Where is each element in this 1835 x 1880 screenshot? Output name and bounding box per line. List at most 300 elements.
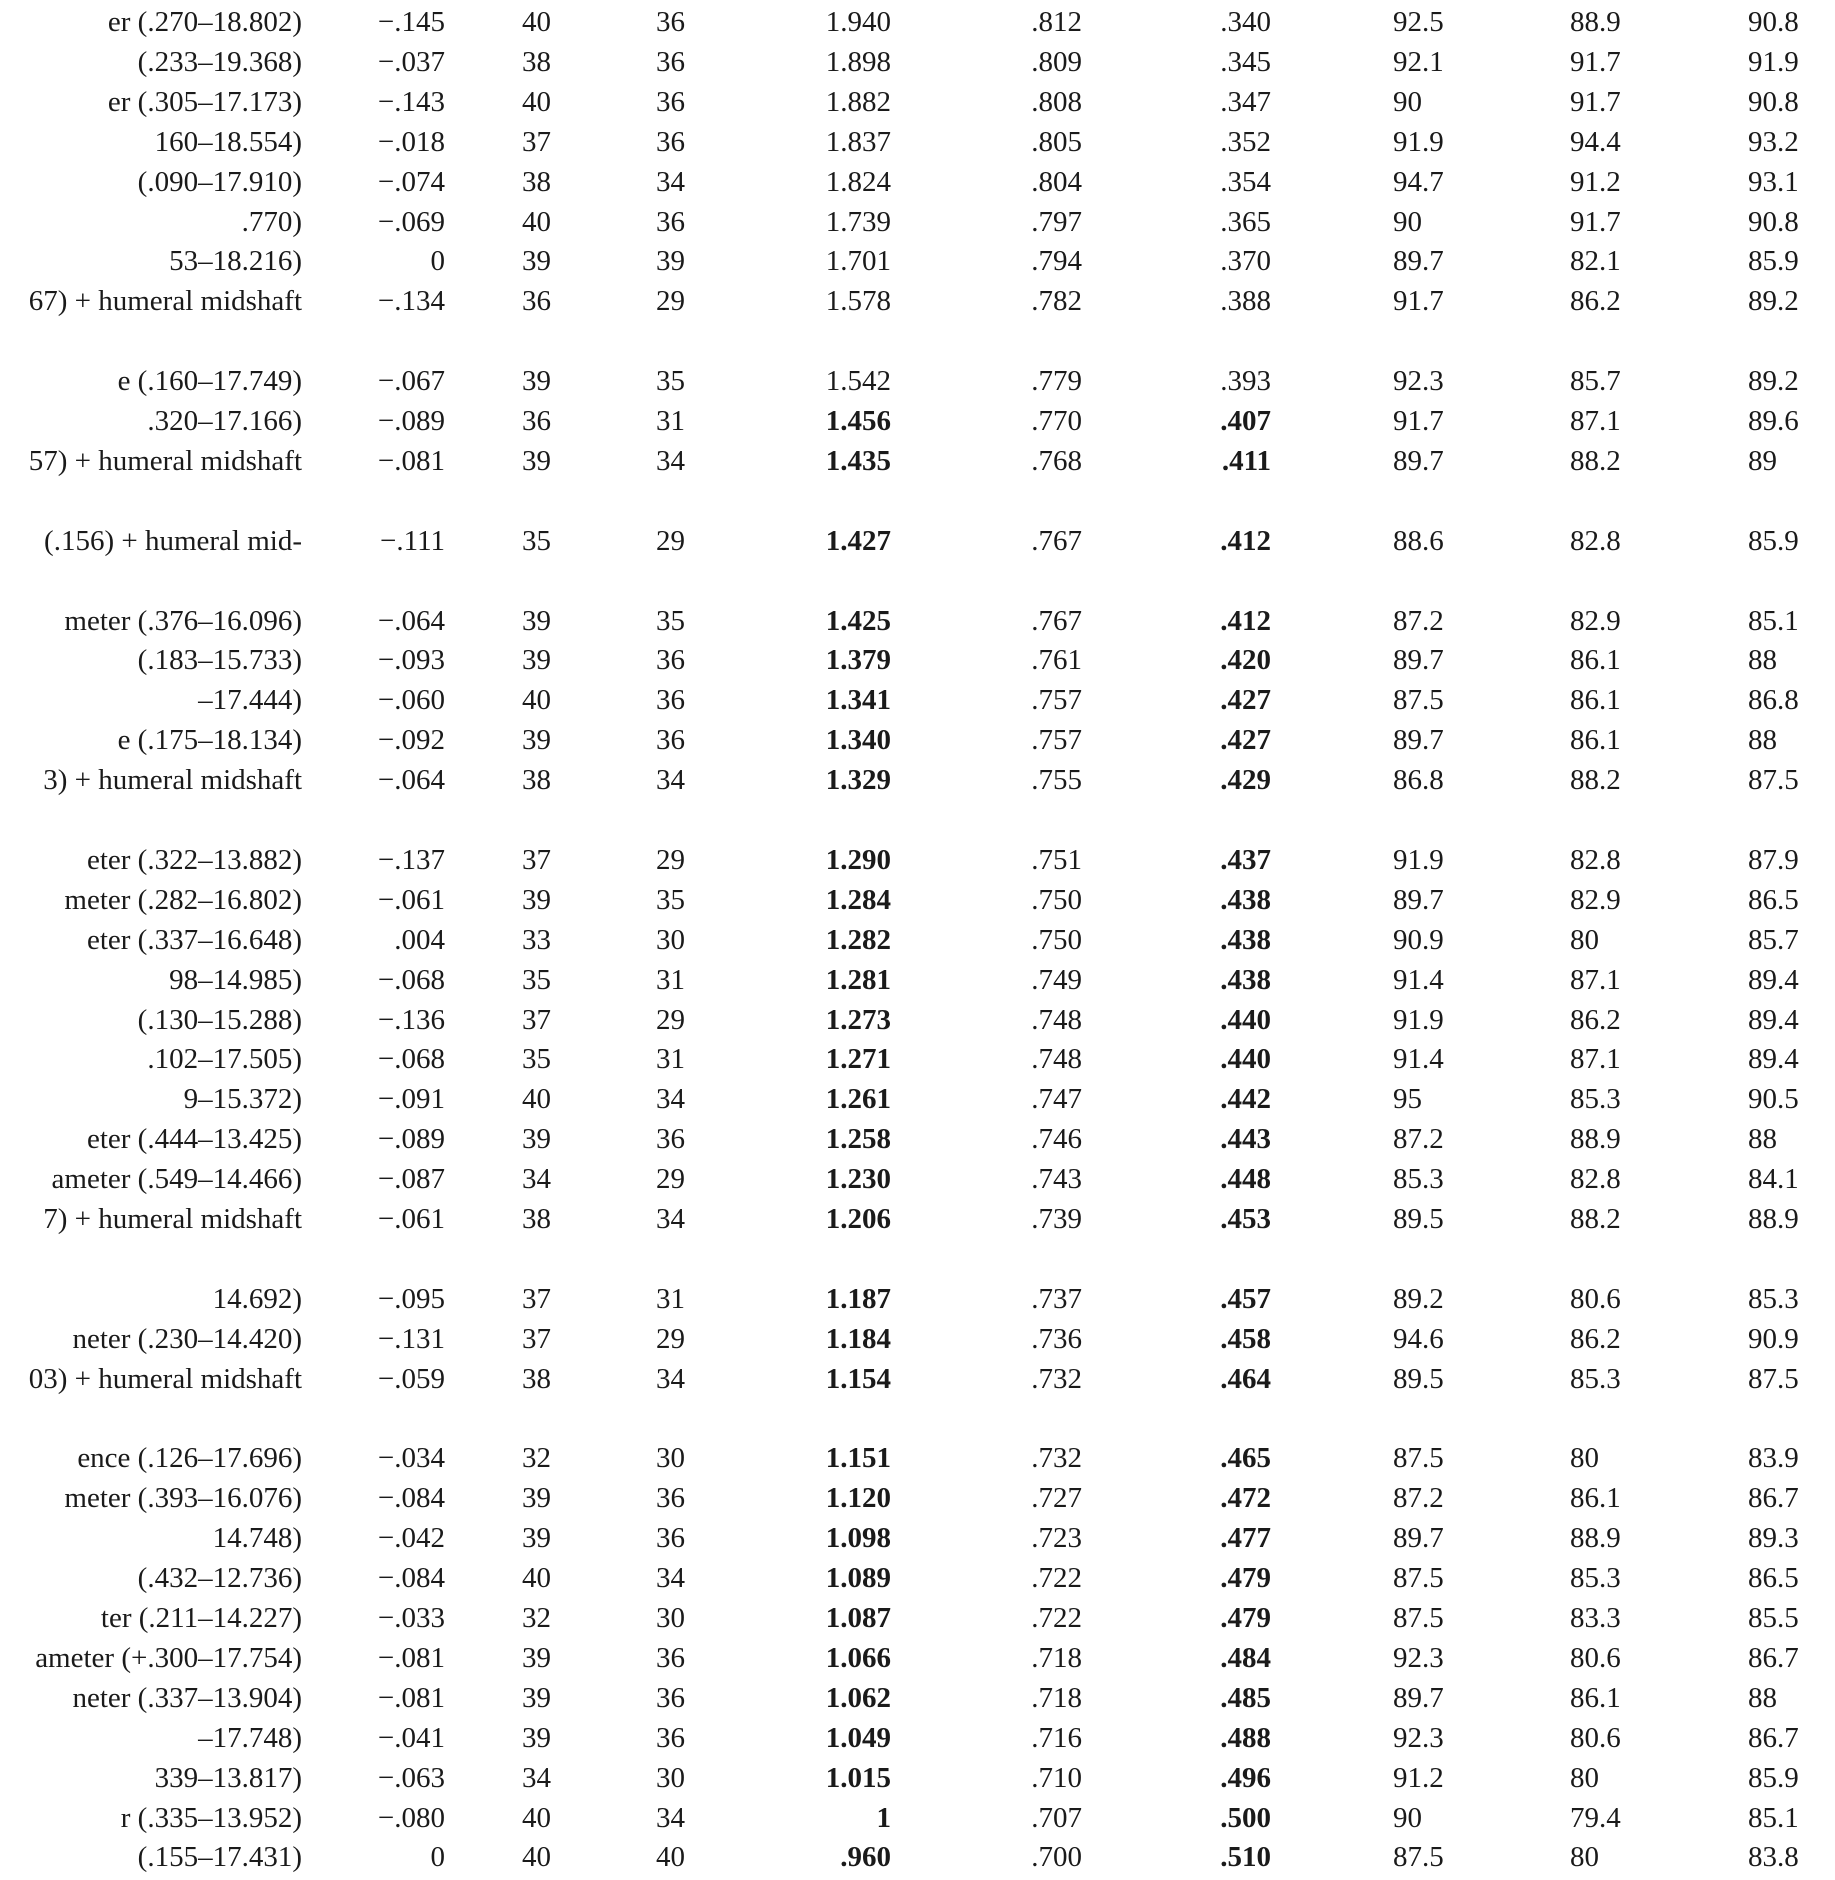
n-group2-cell: 36 bbox=[656, 1681, 685, 1714]
p2-cell: .352 bbox=[1220, 125, 1271, 158]
variable-label: meter (.376–16.096) bbox=[64, 604, 302, 637]
variable-label: meter (.282–16.802) bbox=[64, 883, 302, 916]
variable-cell bbox=[0, 1039, 302, 1079]
n-group1-cell: 34 bbox=[522, 1163, 551, 1196]
accuracy-group2-cell: 91.7 bbox=[1570, 205, 1621, 238]
variable-cell bbox=[0, 241, 302, 281]
variable-label: (.183–15.733) bbox=[137, 644, 302, 677]
accuracy-total-cell: 90.9 bbox=[1748, 1322, 1799, 1355]
accuracy-total-cell: 86.5 bbox=[1748, 883, 1799, 916]
n-group2-cell: 31 bbox=[656, 1282, 685, 1315]
p1-cell: .750 bbox=[1031, 923, 1082, 956]
accuracy-group1-cell: 91.9 bbox=[1393, 125, 1444, 158]
n-group2-cell: 36 bbox=[656, 45, 685, 78]
variable-label: (.155–17.431) bbox=[137, 1841, 302, 1874]
d-value-cell: .960 bbox=[840, 1841, 891, 1874]
accuracy-group1-cell: 91.2 bbox=[1393, 1761, 1444, 1794]
accuracy-group2-cell: 86.2 bbox=[1570, 1003, 1621, 1036]
d-value-cell: 1.015 bbox=[825, 1761, 891, 1794]
p1-cell: .748 bbox=[1031, 1043, 1082, 1076]
p1-cell: .809 bbox=[1031, 45, 1082, 78]
accuracy-group2-cell: 80.6 bbox=[1570, 1282, 1621, 1315]
p2-cell: .388 bbox=[1220, 285, 1271, 318]
accuracy-group2-cell: 91.7 bbox=[1570, 45, 1621, 78]
p2-cell: .412 bbox=[1220, 524, 1271, 557]
p2-cell: .438 bbox=[1220, 963, 1271, 996]
table-row bbox=[0, 1000, 1835, 1040]
table-row bbox=[0, 720, 1835, 760]
p2-cell: .393 bbox=[1220, 365, 1271, 398]
n-group1-cell: 36 bbox=[522, 285, 551, 318]
table-row bbox=[0, 1359, 1835, 1399]
table-row bbox=[0, 1438, 1835, 1478]
accuracy-group2-cell: 82.9 bbox=[1570, 604, 1621, 637]
variable-label: eter (.444–13.425) bbox=[86, 1123, 302, 1156]
accuracy-group1-cell: 94.6 bbox=[1393, 1322, 1444, 1355]
variable-cell bbox=[0, 1758, 302, 1798]
accuracy-total-cell: 90.8 bbox=[1748, 85, 1799, 118]
variable-cell bbox=[0, 162, 302, 202]
variable-cell bbox=[0, 1718, 302, 1758]
accuracy-group1-cell: 89.7 bbox=[1393, 245, 1444, 278]
n-group2-cell: 31 bbox=[656, 405, 685, 437]
variable-label: .102–17.505) bbox=[147, 1043, 302, 1076]
p1-cell: .794 bbox=[1031, 245, 1082, 278]
d-value-cell: 1.184 bbox=[825, 1322, 891, 1355]
accuracy-total-cell: 89.4 bbox=[1748, 963, 1799, 996]
accuracy-group2-cell: 91.7 bbox=[1570, 85, 1621, 118]
variable-label: ence (.126–17.696) bbox=[77, 1442, 302, 1475]
d-value-cell: 1.089 bbox=[825, 1562, 891, 1595]
table-row bbox=[0, 1279, 1835, 1319]
accuracy-total-cell: 89.4 bbox=[1748, 1003, 1799, 1036]
n-group1-cell: 33 bbox=[522, 923, 551, 956]
p1-cell: .767 bbox=[1031, 604, 1082, 637]
variable-cell bbox=[0, 441, 302, 481]
n-group2-cell: 36 bbox=[656, 1641, 685, 1674]
n-group1-cell: 37 bbox=[522, 1282, 551, 1315]
n-group1-cell: 40 bbox=[522, 205, 551, 238]
n-group2-cell: 29 bbox=[656, 1163, 685, 1196]
d-value-cell: 1.187 bbox=[825, 1282, 891, 1315]
n-group1-cell: 39 bbox=[522, 1641, 551, 1674]
p1-cell: .736 bbox=[1031, 1322, 1082, 1355]
d-value-cell: 1.098 bbox=[825, 1522, 891, 1555]
table-row bbox=[0, 1478, 1835, 1518]
accuracy-group2-cell: 80 bbox=[1570, 1841, 1599, 1874]
coefficient-cell: −.041 bbox=[377, 1721, 445, 1754]
variable-cell bbox=[0, 1638, 302, 1678]
accuracy-group1-cell: 92.1 bbox=[1393, 45, 1444, 78]
p2-cell: .427 bbox=[1220, 684, 1271, 717]
p1-cell: .767 bbox=[1031, 524, 1082, 557]
variable-label: 14.748) bbox=[212, 1522, 302, 1555]
accuracy-group2-cell: 82.9 bbox=[1570, 883, 1621, 916]
coefficient-cell: −.068 bbox=[377, 963, 445, 996]
table-row bbox=[0, 162, 1835, 202]
p1-cell: .739 bbox=[1031, 1203, 1082, 1235]
p1-cell: .770 bbox=[1031, 405, 1082, 437]
n-group1-cell: 40 bbox=[522, 1801, 551, 1834]
n-group2-cell: 34 bbox=[656, 1562, 685, 1595]
d-value-cell: 1.379 bbox=[825, 644, 891, 677]
p1-cell: .750 bbox=[1031, 883, 1082, 916]
table-row bbox=[0, 42, 1835, 82]
accuracy-group2-cell: 88.9 bbox=[1570, 6, 1621, 38]
coefficient-cell: −.037 bbox=[377, 45, 445, 78]
n-group2-cell: 30 bbox=[656, 1761, 685, 1794]
n-group1-cell: 36 bbox=[522, 405, 551, 437]
variable-cell bbox=[0, 281, 302, 321]
accuracy-total-cell: 83.9 bbox=[1748, 1442, 1799, 1475]
variable-cell bbox=[0, 1000, 302, 1040]
coefficient-cell: −.064 bbox=[377, 604, 445, 637]
p1-cell: .700 bbox=[1031, 1841, 1082, 1874]
p2-cell: .347 bbox=[1220, 85, 1271, 118]
p2-cell: .345 bbox=[1220, 45, 1271, 78]
d-value-cell: 1.049 bbox=[825, 1721, 891, 1754]
table-row bbox=[0, 1319, 1835, 1359]
n-group2-cell: 29 bbox=[656, 524, 685, 557]
p2-cell: .496 bbox=[1220, 1761, 1271, 1794]
n-group1-cell: 39 bbox=[522, 1721, 551, 1754]
p2-cell: .453 bbox=[1220, 1203, 1271, 1235]
p2-cell: .438 bbox=[1220, 883, 1271, 916]
table-row bbox=[0, 401, 1835, 441]
variable-label: e (.160–17.749) bbox=[117, 365, 302, 398]
variable-cell bbox=[0, 122, 302, 162]
coefficient-cell: −.093 bbox=[377, 644, 445, 677]
table-row bbox=[0, 1199, 1835, 1239]
n-group1-cell: 37 bbox=[522, 1322, 551, 1355]
accuracy-group1-cell: 87.5 bbox=[1393, 1562, 1444, 1595]
n-group1-cell: 38 bbox=[522, 1362, 551, 1395]
accuracy-group2-cell: 86.2 bbox=[1570, 285, 1621, 318]
p1-cell: .804 bbox=[1031, 165, 1082, 198]
accuracy-group2-cell: 87.1 bbox=[1570, 963, 1621, 996]
variable-label: r (.335–13.952) bbox=[120, 1801, 302, 1834]
variable-cell bbox=[0, 920, 302, 960]
accuracy-group2-cell: 88.2 bbox=[1570, 1203, 1621, 1235]
coefficient-cell: −.074 bbox=[377, 165, 445, 198]
coefficient-cell: −.018 bbox=[377, 125, 445, 158]
accuracy-total-cell: 86.7 bbox=[1748, 1482, 1799, 1515]
p1-cell: .755 bbox=[1031, 764, 1082, 797]
accuracy-group1-cell: 89.5 bbox=[1393, 1203, 1444, 1235]
variable-cell bbox=[0, 361, 302, 401]
coefficient-cell: −.069 bbox=[377, 205, 445, 238]
n-group1-cell: 39 bbox=[522, 1681, 551, 1714]
accuracy-group1-cell: 89.5 bbox=[1393, 1362, 1444, 1395]
coefficient-cell: −.067 bbox=[377, 365, 445, 398]
p1-cell: .743 bbox=[1031, 1163, 1082, 1196]
d-value-cell: 1.271 bbox=[825, 1043, 891, 1076]
coefficient-cell: −.061 bbox=[377, 1203, 445, 1235]
accuracy-group1-cell: 88.6 bbox=[1393, 524, 1444, 557]
variable-cell bbox=[0, 880, 302, 920]
accuracy-total-cell: 85.1 bbox=[1748, 1801, 1799, 1834]
table-row bbox=[0, 281, 1835, 321]
variable-cell bbox=[0, 640, 302, 680]
coefficient-cell: −.084 bbox=[377, 1562, 445, 1595]
accuracy-group2-cell: 91.2 bbox=[1570, 165, 1621, 198]
accuracy-total-cell: 91.9 bbox=[1748, 45, 1799, 78]
accuracy-group2-cell: 85.3 bbox=[1570, 1562, 1621, 1595]
p1-cell: .746 bbox=[1031, 1123, 1082, 1156]
n-group1-cell: 39 bbox=[522, 1482, 551, 1515]
p1-cell: .716 bbox=[1031, 1721, 1082, 1754]
d-value-cell: 1.425 bbox=[825, 604, 891, 637]
coefficient-cell: −.089 bbox=[377, 1123, 445, 1156]
accuracy-group1-cell: 89.7 bbox=[1393, 883, 1444, 916]
table-row bbox=[0, 1159, 1835, 1199]
accuracy-group2-cell: 82.1 bbox=[1570, 245, 1621, 278]
accuracy-group1-cell: 87.5 bbox=[1393, 1841, 1444, 1874]
p2-cell: .407 bbox=[1220, 405, 1271, 437]
table-row bbox=[0, 1039, 1835, 1079]
p1-cell: .737 bbox=[1031, 1282, 1082, 1315]
n-group1-cell: 38 bbox=[522, 1203, 551, 1235]
variable-label: 14.692) bbox=[212, 1282, 302, 1315]
accuracy-total-cell: 90.5 bbox=[1748, 1083, 1799, 1116]
coefficient-cell: −.042 bbox=[377, 1522, 445, 1555]
table-row bbox=[0, 1079, 1835, 1119]
p2-cell: .420 bbox=[1220, 644, 1271, 677]
n-group2-cell: 30 bbox=[656, 1602, 685, 1634]
variable-cell bbox=[0, 1279, 302, 1319]
variable-label: neter (.337–13.904) bbox=[72, 1681, 302, 1714]
variable-cell bbox=[0, 1598, 302, 1638]
coefficient-cell: −.084 bbox=[377, 1482, 445, 1515]
variable-cell bbox=[0, 521, 302, 561]
p1-cell: .732 bbox=[1031, 1362, 1082, 1395]
d-value-cell: 1.206 bbox=[825, 1203, 891, 1235]
accuracy-group1-cell: 95 bbox=[1393, 1083, 1422, 1116]
p1-cell: .727 bbox=[1031, 1482, 1082, 1515]
d-value-cell: 1 bbox=[876, 1801, 891, 1834]
coefficient-cell: −.089 bbox=[377, 405, 445, 437]
d-value-cell: 1.578 bbox=[825, 285, 891, 318]
coefficient-cell: −.134 bbox=[377, 285, 445, 318]
p2-cell: .485 bbox=[1220, 1681, 1271, 1714]
n-group2-cell: 35 bbox=[656, 883, 685, 916]
n-group1-cell: 40 bbox=[522, 85, 551, 118]
accuracy-group1-cell: 89.7 bbox=[1393, 644, 1444, 677]
coefficient-cell: −.091 bbox=[377, 1083, 445, 1116]
accuracy-group2-cell: 85.3 bbox=[1570, 1362, 1621, 1395]
variable-label: (.090–17.910) bbox=[137, 165, 302, 198]
n-group2-cell: 36 bbox=[656, 644, 685, 677]
n-group1-cell: 40 bbox=[522, 1083, 551, 1116]
p2-cell: .438 bbox=[1220, 923, 1271, 956]
variable-label: .770) bbox=[241, 205, 302, 238]
n-group2-cell: 36 bbox=[656, 724, 685, 757]
accuracy-total-cell: 86.7 bbox=[1748, 1641, 1799, 1674]
accuracy-group2-cell: 86.1 bbox=[1570, 1482, 1621, 1515]
accuracy-total-cell: 85.9 bbox=[1748, 245, 1799, 278]
variable-cell bbox=[0, 82, 302, 122]
accuracy-group1-cell: 91.4 bbox=[1393, 1043, 1444, 1076]
accuracy-total-cell: 89.2 bbox=[1748, 365, 1799, 398]
accuracy-total-cell: 85.3 bbox=[1748, 1282, 1799, 1315]
variable-label: eter (.322–13.882) bbox=[86, 843, 302, 876]
d-value-cell: 1.062 bbox=[825, 1681, 891, 1714]
accuracy-group1-cell: 87.5 bbox=[1393, 684, 1444, 717]
accuracy-group1-cell: 92.3 bbox=[1393, 365, 1444, 398]
variable-cell bbox=[0, 1558, 302, 1598]
variable-label: –17.444) bbox=[198, 684, 302, 717]
accuracy-group2-cell: 80.6 bbox=[1570, 1721, 1621, 1754]
d-value-cell: 1.329 bbox=[825, 764, 891, 797]
n-group2-cell: 34 bbox=[656, 1362, 685, 1395]
variable-label: (.130–15.288) bbox=[137, 1003, 302, 1036]
accuracy-group1-cell: 90.9 bbox=[1393, 923, 1444, 956]
n-group2-cell: 36 bbox=[656, 1522, 685, 1555]
p1-cell: .768 bbox=[1031, 444, 1082, 477]
variable-label: 9–15.372) bbox=[183, 1083, 302, 1116]
p1-cell: .710 bbox=[1031, 1761, 1082, 1794]
d-value-cell: 1.882 bbox=[825, 85, 891, 118]
table-row bbox=[0, 361, 1835, 401]
accuracy-group2-cell: 82.8 bbox=[1570, 524, 1621, 557]
coefficient-cell: −.068 bbox=[377, 1043, 445, 1076]
accuracy-total-cell: 87.5 bbox=[1748, 1362, 1799, 1395]
accuracy-group2-cell: 86.2 bbox=[1570, 1322, 1621, 1355]
d-value-cell: 1.824 bbox=[825, 165, 891, 198]
p2-cell: .429 bbox=[1220, 764, 1271, 797]
n-group2-cell: 29 bbox=[656, 285, 685, 318]
d-value-cell: 1.087 bbox=[825, 1602, 891, 1634]
accuracy-total-cell: 85.9 bbox=[1748, 524, 1799, 557]
accuracy-total-cell: 93.1 bbox=[1748, 165, 1799, 198]
coefficient-cell: −.060 bbox=[377, 684, 445, 717]
p2-cell: .458 bbox=[1220, 1322, 1271, 1355]
n-group2-cell: 29 bbox=[656, 1003, 685, 1036]
variable-label: 03) + humeral midshaft bbox=[28, 1362, 302, 1395]
d-value-cell: 1.154 bbox=[825, 1362, 891, 1395]
accuracy-group2-cell: 88.9 bbox=[1570, 1123, 1621, 1156]
accuracy-total-cell: 88 bbox=[1748, 1123, 1777, 1156]
variable-label: meter (.393–16.076) bbox=[64, 1482, 302, 1515]
accuracy-group2-cell: 80 bbox=[1570, 923, 1599, 956]
n-group1-cell: 40 bbox=[522, 6, 551, 38]
coefficient-cell: −.111 bbox=[380, 524, 445, 557]
variable-label: neter (.230–14.420) bbox=[72, 1322, 302, 1355]
d-value-cell: 1.435 bbox=[825, 444, 891, 477]
accuracy-group2-cell: 80.6 bbox=[1570, 1641, 1621, 1674]
p2-cell: .464 bbox=[1220, 1362, 1271, 1395]
coefficient-cell: −.061 bbox=[377, 883, 445, 916]
variable-label: 53–18.216) bbox=[169, 245, 302, 278]
accuracy-group2-cell: 86.1 bbox=[1570, 684, 1621, 717]
p2-cell: .479 bbox=[1220, 1602, 1271, 1634]
n-group2-cell: 35 bbox=[656, 604, 685, 637]
table-row bbox=[0, 960, 1835, 1000]
table-row bbox=[0, 1798, 1835, 1838]
variable-label: 7) + humeral midshaft bbox=[43, 1203, 302, 1235]
d-value-cell: 1.066 bbox=[825, 1641, 891, 1674]
table-row bbox=[0, 1837, 1835, 1877]
p2-cell: .472 bbox=[1220, 1482, 1271, 1515]
d-value-cell: 1.258 bbox=[825, 1123, 891, 1156]
p1-cell: .722 bbox=[1031, 1562, 1082, 1595]
coefficient-cell: −.145 bbox=[377, 6, 445, 38]
p2-cell: .440 bbox=[1220, 1003, 1271, 1036]
n-group1-cell: 38 bbox=[522, 764, 551, 797]
d-value-cell: 1.120 bbox=[825, 1482, 891, 1515]
p1-cell: .761 bbox=[1031, 644, 1082, 677]
n-group2-cell: 39 bbox=[656, 245, 685, 278]
variable-label: e (.175–18.134) bbox=[117, 724, 302, 757]
accuracy-total-cell: 88 bbox=[1748, 1681, 1777, 1714]
accuracy-group1-cell: 87.2 bbox=[1393, 1123, 1444, 1156]
n-group2-cell: 34 bbox=[656, 764, 685, 797]
variable-cell bbox=[0, 760, 302, 800]
p1-cell: .722 bbox=[1031, 1602, 1082, 1634]
variable-cell bbox=[0, 42, 302, 82]
accuracy-group2-cell: 86.1 bbox=[1570, 644, 1621, 677]
coefficient-cell: −.033 bbox=[377, 1602, 445, 1634]
variable-cell bbox=[0, 1159, 302, 1199]
accuracy-total-cell: 85.5 bbox=[1748, 1602, 1799, 1634]
n-group1-cell: 39 bbox=[522, 245, 551, 278]
accuracy-group2-cell: 80 bbox=[1570, 1761, 1599, 1794]
n-group2-cell: 34 bbox=[656, 1203, 685, 1235]
coefficient-cell: −.137 bbox=[377, 843, 445, 876]
n-group1-cell: 38 bbox=[522, 45, 551, 78]
d-value-cell: 1.701 bbox=[825, 245, 891, 278]
p2-cell: .479 bbox=[1220, 1562, 1271, 1595]
p2-cell: .427 bbox=[1220, 724, 1271, 757]
accuracy-total-cell: 89.3 bbox=[1748, 1522, 1799, 1555]
accuracy-total-cell: 87.5 bbox=[1748, 764, 1799, 797]
variable-cell bbox=[0, 1319, 302, 1359]
variable-label: (.156) + humeral mid- bbox=[44, 524, 302, 557]
variable-cell bbox=[0, 840, 302, 880]
p1-cell: .751 bbox=[1031, 843, 1082, 876]
table-row bbox=[0, 122, 1835, 162]
n-group1-cell: 39 bbox=[522, 604, 551, 637]
accuracy-group1-cell: 92.5 bbox=[1393, 6, 1444, 38]
variable-label: er (.305–17.173) bbox=[107, 85, 302, 118]
p2-cell: .477 bbox=[1220, 1522, 1271, 1555]
coefficient-cell: −.092 bbox=[377, 724, 445, 757]
p2-cell: .437 bbox=[1220, 843, 1271, 876]
coefficient-cell: −.136 bbox=[377, 1003, 445, 1036]
coefficient-cell: −.087 bbox=[377, 1163, 445, 1196]
accuracy-group2-cell: 85.7 bbox=[1570, 365, 1621, 398]
accuracy-group2-cell: 88.2 bbox=[1570, 444, 1621, 477]
variable-cell bbox=[0, 1199, 302, 1239]
variable-label: ter (.211–14.227) bbox=[100, 1602, 302, 1634]
variable-cell bbox=[0, 1359, 302, 1399]
d-value-cell: 1.282 bbox=[825, 923, 891, 956]
d-value-cell: 1.281 bbox=[825, 963, 891, 996]
accuracy-total-cell: 86.8 bbox=[1748, 684, 1799, 717]
variable-label: ameter (.549–14.466) bbox=[51, 1163, 302, 1196]
p1-cell: .718 bbox=[1031, 1641, 1082, 1674]
coefficient-cell: −.034 bbox=[377, 1442, 445, 1475]
n-group2-cell: 30 bbox=[656, 923, 685, 956]
accuracy-group1-cell: 87.5 bbox=[1393, 1602, 1444, 1634]
d-value-cell: 1.456 bbox=[825, 405, 891, 437]
variable-cell bbox=[0, 1798, 302, 1838]
d-value-cell: 1.230 bbox=[825, 1163, 891, 1196]
p2-cell: .365 bbox=[1220, 205, 1271, 238]
accuracy-group1-cell: 90 bbox=[1393, 1801, 1422, 1834]
accuracy-group1-cell: 94.7 bbox=[1393, 165, 1444, 198]
p1-cell: .805 bbox=[1031, 125, 1082, 158]
